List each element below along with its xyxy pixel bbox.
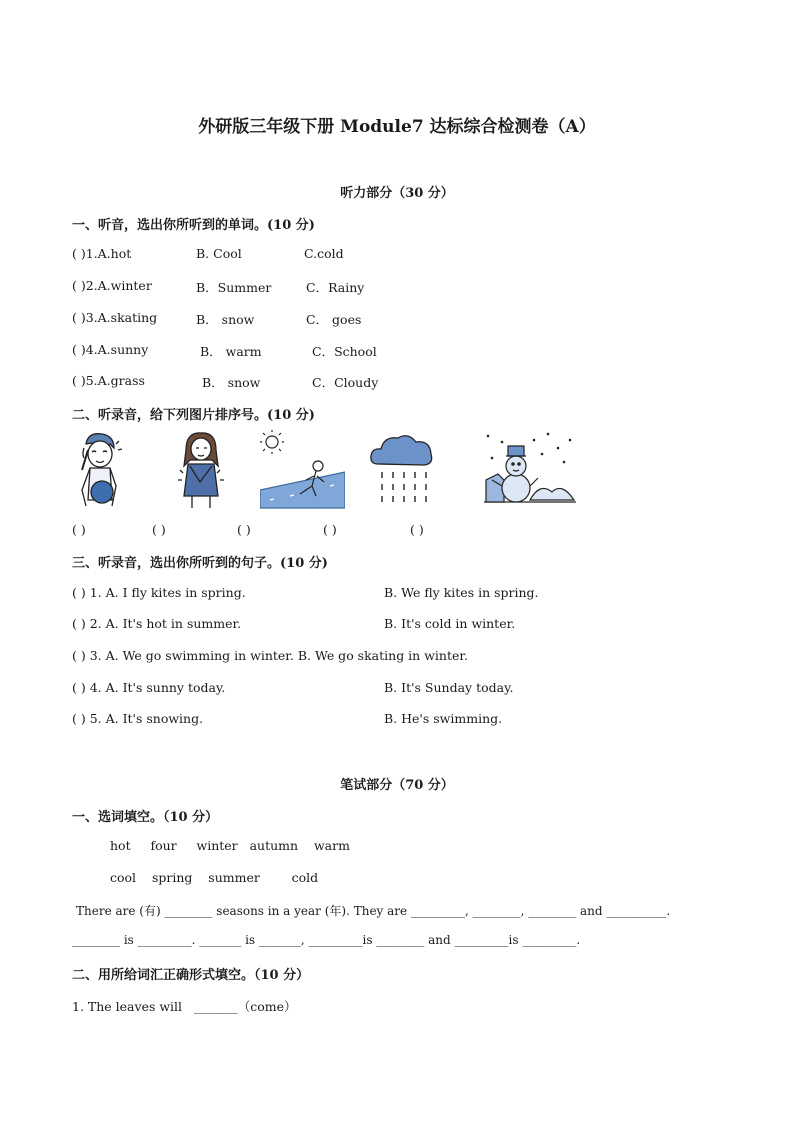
cold-girl-picture [176, 430, 226, 510]
picture-blank-2[interactable]: ( ) [152, 522, 166, 537]
writing-heading: 笔试部分（70 分） [340, 778, 454, 793]
q4-option-b: B． warm [200, 344, 262, 359]
q3-option-c: C． goes [306, 312, 362, 327]
q2-option-b: B．Summer [196, 280, 272, 295]
q2-option-a: ( )2.A.winter [72, 278, 152, 293]
listening-part3-heading: 三、听录音，选出你所听到的句子。(10 分) [72, 556, 328, 571]
q5-option-b: B． snow [202, 375, 261, 390]
snowman-picture [484, 430, 576, 510]
sentence-q4-b: B. It's Sunday today. [384, 680, 514, 695]
page-title: 外研版三年级下册 Module7 达标综合检测卷（A） [198, 117, 596, 137]
writing-part2-heading: 二、用所给词汇正确形式填空。（10 分） [72, 968, 310, 983]
sentence-q4-a: ( ) 4. A. It's sunny today. [72, 680, 226, 695]
word-bank-row-2: cool spring summer cold [110, 870, 319, 885]
sentence-q2-a: ( ) 2. A. It's hot in summer. [72, 616, 242, 631]
hot-boy-picture [70, 430, 130, 510]
picture-blank-5[interactable]: ( ) [410, 522, 424, 537]
q5-option-a: ( )5.A.grass [72, 373, 145, 388]
sentence-q1-b: B. We fly kites in spring. [384, 585, 539, 600]
q2-option-c: C．Rainy [306, 280, 365, 295]
sentence-q5-a: ( ) 5. A. It's snowing. [72, 711, 204, 726]
lying-in-sun-picture [260, 430, 345, 510]
q1-option-a: ( )1.A.hot [72, 246, 132, 261]
word-form-q1: 1. The leaves will _______（come） [72, 999, 297, 1014]
rain-cloud-picture [368, 430, 436, 510]
picture-blank-1[interactable]: ( ) [72, 522, 86, 537]
q4-option-c: C．School [312, 344, 377, 359]
q5-option-c: C．Cloudy [312, 375, 379, 390]
listening-heading: 听力部分（30 分） [340, 186, 454, 201]
picture-blank-3[interactable]: ( ) [237, 522, 251, 537]
word-bank-row-1: hot four winter autumn warm [110, 838, 350, 853]
sentence-q2-b: B. It's cold in winter. [384, 616, 516, 631]
writing-part1-heading: 一、选词填空。（10 分） [72, 810, 219, 825]
picture-blank-4[interactable]: ( ) [323, 522, 337, 537]
fill-blank-line-2: ________ is _________. _______ is _______, _________is ________ and _________is _________. [72, 933, 581, 947]
fill-blank-line-1: There are (有) ________ seasons in a year (年). They are _________, ________, ________ and __________. [76, 904, 671, 918]
sentence-q3: ( ) 3. A. We go swimming in winter. B. We go skating in winter. [72, 648, 468, 663]
listening-part1-heading: 一、听音，选出你所听到的单词。(10 分) [72, 218, 315, 233]
sentence-q5-b: B. He's swimming. [384, 711, 503, 726]
listening-part2-heading: 二、听录音，给下列图片排序号。(10 分) [72, 408, 315, 423]
q1-option-c: C.cold [304, 246, 344, 261]
q4-option-a: ( )4.A.sunny [72, 342, 149, 357]
sentence-q1-a: ( ) 1. A. I fly kites in spring. [72, 585, 246, 600]
q3-option-b: B． snow [196, 312, 255, 327]
q3-option-a: ( )3.A.skating [72, 310, 158, 325]
q1-option-b: B. Cool [196, 246, 242, 261]
